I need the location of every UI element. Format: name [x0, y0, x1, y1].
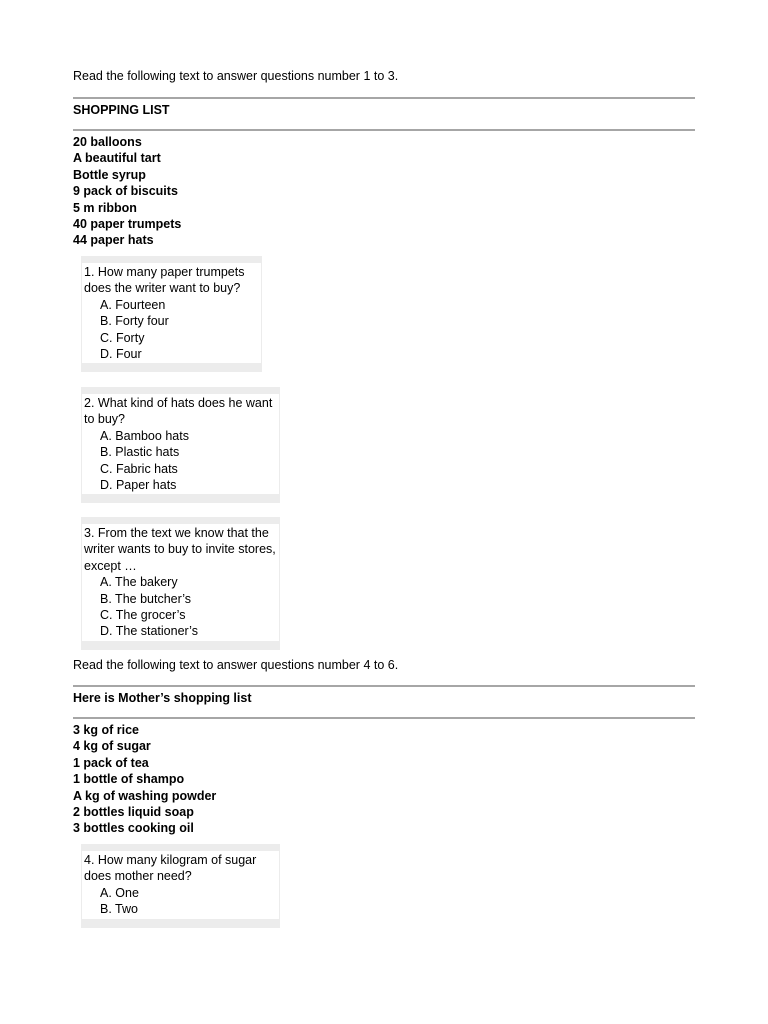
- question-2-box: [81, 387, 280, 503]
- option-d: D. The stationer’s: [100, 624, 198, 639]
- list-item: A beautiful tart: [73, 151, 161, 166]
- list-item: 3 kg of rice: [73, 723, 139, 737]
- list-item: A kg of washing powder: [73, 788, 217, 803]
- question-2-text: 2. What kind of hats does he want to buy?: [84, 396, 273, 427]
- option-b: B. The butcher’s: [100, 591, 192, 606]
- option-d: D. Paper hats: [100, 478, 177, 493]
- section1-top-rule: [73, 97, 695, 99]
- list-item: 3 bottles cooking oil: [73, 821, 194, 836]
- question-1-text: 1. How many paper trumpets does the writer want to buy?: [84, 265, 245, 296]
- list-item: Bottle syrup: [73, 167, 146, 182]
- list-item: 2 bottles liquid soap: [73, 804, 194, 819]
- question-3-box: [81, 517, 280, 650]
- shopping-list: [73, 134, 181, 249]
- question-4-options: [84, 885, 277, 918]
- option-d: D. Four: [100, 347, 142, 362]
- question-4-box: [81, 844, 280, 928]
- option-b: B. Plastic hats: [100, 445, 180, 460]
- section2-bottom-rule: [73, 717, 695, 719]
- option-b: B. Two: [100, 902, 138, 917]
- option-c: C. Forty: [100, 330, 145, 345]
- list-item: 44 paper hats: [73, 233, 154, 248]
- section2-top-rule: [73, 685, 695, 687]
- list-item: 40 paper trumpets: [73, 216, 182, 231]
- list-item: 1 pack of tea: [73, 755, 149, 770]
- list-item: 1 bottle of shampo: [73, 772, 185, 787]
- question-4-text: 4. How many kilogram of sugar does mother need?: [84, 853, 257, 884]
- section1-bottom-rule: [73, 129, 695, 131]
- option-a: A. One: [100, 885, 139, 900]
- question-1-box: [81, 256, 262, 372]
- list-item: 5 m ribbon: [73, 200, 137, 215]
- section1-title: SHOPPING LIST: [73, 103, 170, 117]
- question-3-text: 3. From the text we know that the writer wants to buy to invite stores, except …: [84, 526, 276, 573]
- section2-title: Here is Mother’s shopping list: [73, 691, 252, 705]
- question-3-options: [84, 574, 277, 640]
- question-2-options: [84, 428, 277, 494]
- list-item: 4 kg of sugar: [73, 739, 151, 754]
- list-item: 20 balloons: [73, 135, 142, 149]
- mother-shopping-list: [73, 722, 216, 837]
- question-1-options: [84, 297, 259, 363]
- option-c: C. The grocer’s: [100, 608, 186, 623]
- section1-intro: Read the following text to answer questions number 1 to 3.: [73, 69, 399, 83]
- option-a: A. Fourteen: [100, 297, 166, 312]
- option-a: A. Bamboo hats: [100, 428, 189, 443]
- option-c: C. Fabric hats: [100, 461, 178, 476]
- option-b: B. Forty four: [100, 314, 169, 329]
- section2-intro: Read the following text to answer questions number 4 to 6.: [73, 658, 399, 672]
- option-a: A. The bakery: [100, 575, 178, 590]
- list-item: 9 pack of biscuits: [73, 184, 178, 199]
